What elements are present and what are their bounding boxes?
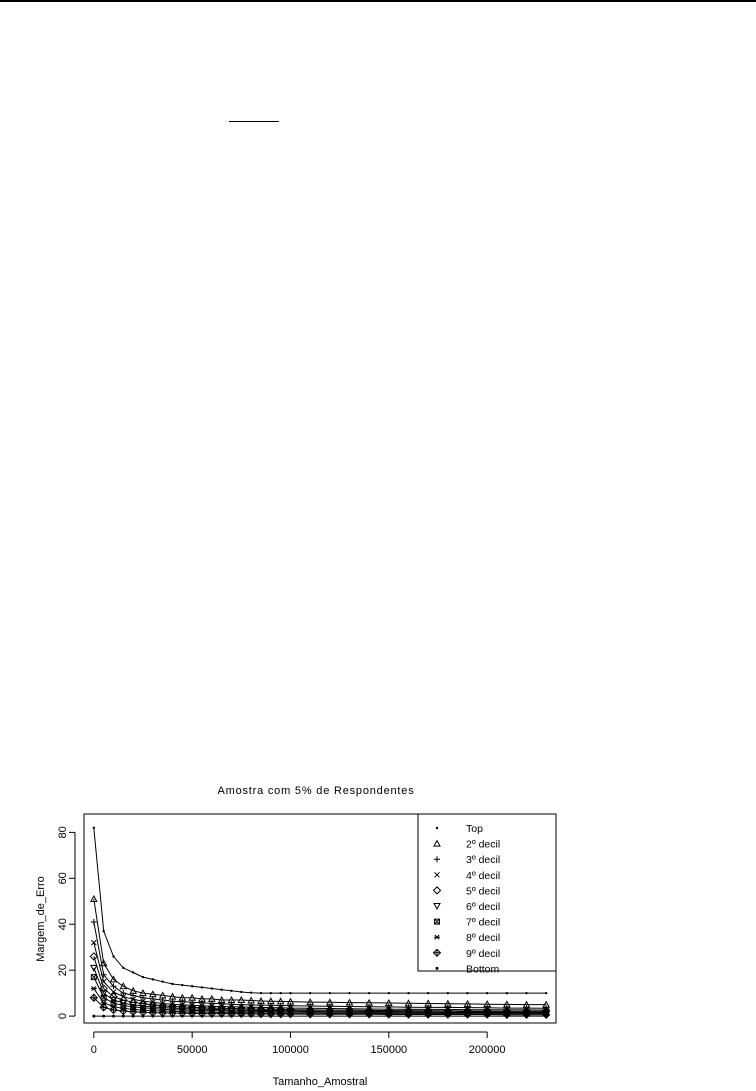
- legend-label: 3º decil: [466, 854, 501, 867]
- data-point: [525, 992, 527, 994]
- data-point: [446, 1015, 449, 1018]
- data-point: [427, 992, 429, 994]
- data-point: [201, 986, 203, 988]
- x-tick-label: 150000: [370, 1044, 408, 1056]
- data-point: [545, 1015, 548, 1018]
- data-point: [122, 967, 124, 969]
- data-point: [220, 988, 222, 990]
- data-point: [102, 1015, 105, 1018]
- data-point: [506, 992, 508, 994]
- data-point: [161, 1015, 164, 1018]
- data-point: [230, 990, 232, 992]
- fraction-bar: [229, 121, 279, 122]
- data-point: [142, 1015, 145, 1018]
- data-point: [181, 1015, 184, 1018]
- data-point: [112, 1015, 115, 1018]
- data-point: [240, 1015, 243, 1018]
- data-point: [279, 1015, 282, 1018]
- x-tick-label: 100000: [272, 1044, 309, 1056]
- legend-label: 8º decil: [466, 932, 501, 945]
- data-point: [122, 1015, 125, 1018]
- data-point: [387, 1015, 390, 1018]
- legend-label: Bottom: [466, 963, 500, 976]
- data-point: [91, 975, 96, 980]
- data-point: [161, 980, 163, 982]
- data-point: [279, 992, 281, 994]
- data-point: [181, 984, 183, 986]
- data-point: [112, 955, 114, 957]
- y-axis-label: Margem_de_Erro: [35, 876, 47, 962]
- data-point: [92, 1015, 95, 1018]
- x-axis-label: Tamanho_Amostral: [272, 1076, 368, 1088]
- legend-marker: [436, 967, 439, 970]
- data-point: [407, 992, 409, 994]
- chart-title: Amostra com 5% de Respondentes: [217, 785, 415, 797]
- data-point: [505, 1015, 508, 1018]
- data-point: [368, 992, 370, 994]
- data-point: [93, 827, 95, 829]
- data-point: [171, 983, 173, 985]
- data-point: [348, 1015, 351, 1018]
- data-point: [250, 1015, 253, 1018]
- y-tick-label: 0: [57, 1013, 69, 1020]
- data-point: [545, 992, 547, 994]
- data-point: [260, 992, 262, 994]
- y-tick-label: 80: [57, 826, 69, 839]
- data-point: [211, 987, 213, 989]
- data-point: [142, 976, 144, 978]
- data-point: [230, 1015, 233, 1018]
- data-point: [368, 1015, 371, 1018]
- x-axis: [91, 1032, 506, 1056]
- data-point: [132, 971, 134, 973]
- y-tick-label: 60: [57, 872, 69, 885]
- data-point: [309, 992, 311, 994]
- data-point: [270, 992, 272, 994]
- data-point: [466, 992, 468, 994]
- data-point: [289, 1015, 292, 1018]
- legend-label: Top: [466, 823, 483, 835]
- legend-label: 7º decil: [466, 916, 501, 929]
- y-tick-label: 40: [57, 918, 69, 931]
- data-point: [269, 1015, 272, 1018]
- data-point: [191, 985, 193, 987]
- data-point: [171, 1015, 174, 1018]
- data-point: [427, 1015, 430, 1018]
- data-point: [466, 1015, 469, 1018]
- data-point: [201, 1015, 204, 1018]
- data-point: [348, 992, 350, 994]
- page-top-rule: [0, 0, 756, 2]
- legend-label: 4º decil: [466, 869, 501, 882]
- data-point: [250, 991, 252, 993]
- data-point: [240, 991, 242, 993]
- data-point: [91, 919, 97, 925]
- data-point: [388, 992, 390, 994]
- data-point: [210, 1015, 213, 1018]
- data-point: [525, 1015, 528, 1018]
- x-tick-label: 50000: [176, 1044, 208, 1056]
- legend-label: 6º decil: [466, 901, 501, 913]
- data-point: [260, 1015, 263, 1018]
- data-point: [132, 1015, 135, 1018]
- margin-of-error-chart: [0, 770, 756, 1091]
- legend-label: 9º decil: [466, 947, 501, 960]
- data-point: [486, 992, 488, 994]
- y-axis: [57, 826, 75, 1019]
- data-point: [407, 1015, 410, 1018]
- legend: [418, 814, 556, 975]
- legend-label: 5º decil: [466, 885, 501, 898]
- x-tick-label: 200000: [468, 1044, 506, 1056]
- data-point: [486, 1015, 489, 1018]
- y-tick-label: 20: [57, 964, 69, 977]
- data-point: [191, 1015, 194, 1018]
- data-point: [152, 978, 154, 980]
- data-point: [289, 992, 291, 994]
- legend-marker: [436, 827, 438, 829]
- data-point: [329, 992, 331, 994]
- data-point: [102, 930, 104, 932]
- legend-label: 2º decil: [466, 838, 501, 851]
- data-point: [447, 992, 449, 994]
- data-point: [309, 1015, 312, 1018]
- data-point: [151, 1015, 154, 1018]
- data-point: [328, 1015, 331, 1018]
- x-tick-label: 0: [90, 1044, 97, 1056]
- data-point: [91, 986, 97, 990]
- data-point: [220, 1015, 223, 1018]
